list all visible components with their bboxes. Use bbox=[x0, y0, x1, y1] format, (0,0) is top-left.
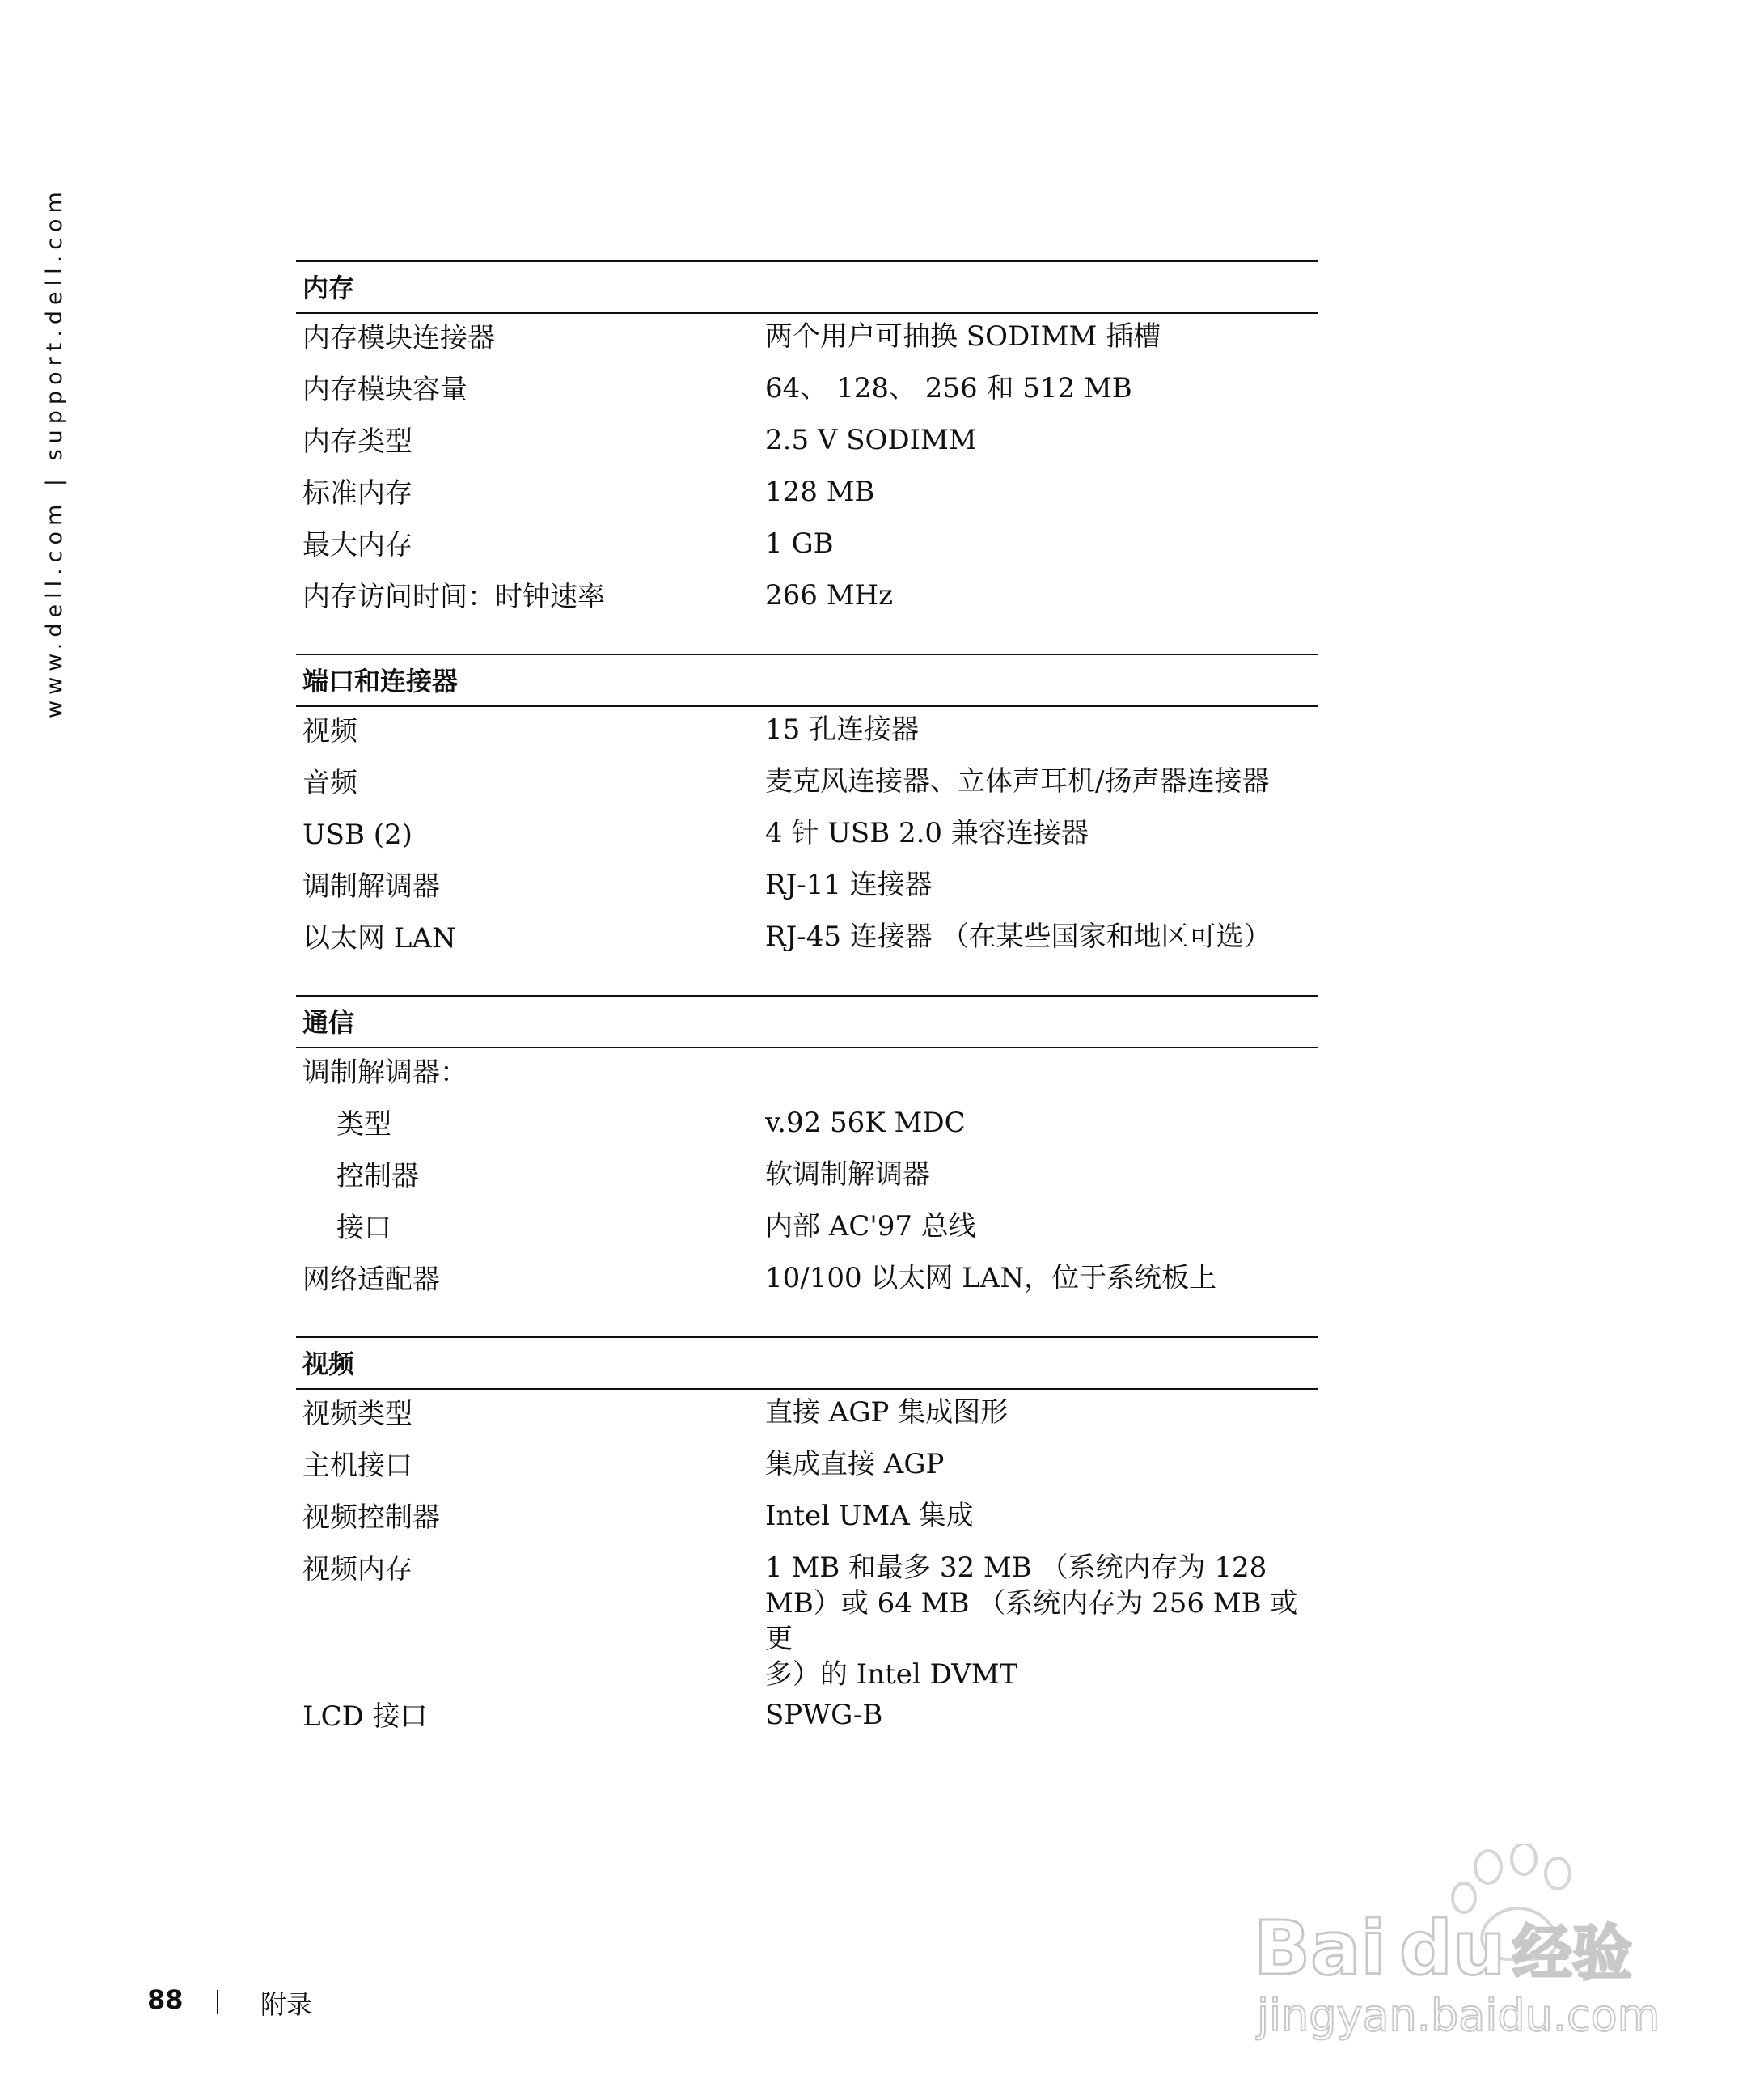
spec-row bbox=[296, 1442, 1318, 1493]
spec-value: 4 针 USB 2.0 兼容连接器 bbox=[765, 817, 1089, 849]
spec-label: 标准内存 bbox=[302, 477, 412, 510]
svg-text:经验: 经验 bbox=[1512, 1919, 1632, 1988]
spec-value: 软调制解调器 bbox=[765, 1158, 930, 1191]
spec-row bbox=[296, 469, 1318, 521]
spec-value: 集成直接 AGP bbox=[765, 1448, 945, 1480]
spec-value: 内部 AC'97 总线 bbox=[765, 1210, 976, 1243]
spec-value: RJ-11 连接器 bbox=[765, 869, 933, 901]
spec-row bbox=[296, 366, 1318, 417]
spec-row bbox=[296, 1692, 1318, 1744]
section-heading: 视频 bbox=[296, 1336, 1318, 1390]
spec-label: 视频控制器 bbox=[302, 1501, 440, 1534]
spec-row bbox=[296, 417, 1318, 469]
spec-label: 调制解调器： bbox=[302, 1056, 467, 1089]
spec-label: 内存模块连接器 bbox=[302, 322, 495, 354]
spec-row bbox=[296, 314, 1318, 366]
spec-row bbox=[296, 521, 1318, 573]
spec-value: v.92 56K MDC bbox=[765, 1107, 966, 1139]
spec-label: 视频类型 bbox=[302, 1398, 412, 1430]
page-number: 88 bbox=[147, 1984, 184, 2015]
spec-row bbox=[296, 1390, 1318, 1442]
spec-label: 主机接口 bbox=[302, 1450, 412, 1482]
spec-label: 类型 bbox=[336, 1108, 391, 1141]
side-url: www.dell.com | support.dell.com bbox=[42, 186, 67, 718]
spec-row bbox=[296, 1545, 1318, 1692]
spec-row bbox=[296, 862, 1318, 914]
spec-value: 15 孔连接器 bbox=[765, 713, 920, 746]
spec-row bbox=[296, 1100, 1318, 1152]
spec-section bbox=[296, 260, 1318, 624]
spec-value: Intel UMA 集成 bbox=[765, 1500, 974, 1532]
footer-divider bbox=[217, 1990, 218, 2014]
spec-value: 1 GB bbox=[765, 527, 834, 560]
spec-label: 接口 bbox=[336, 1212, 391, 1244]
section-heading: 通信 bbox=[296, 995, 1318, 1048]
section-heading: 内存 bbox=[296, 260, 1318, 314]
spec-value: 直接 AGP 集成图形 bbox=[765, 1396, 1009, 1429]
spec-value: 266 MHz bbox=[765, 579, 894, 612]
spec-section bbox=[296, 995, 1318, 1307]
spec-section bbox=[296, 1336, 1318, 1744]
svg-text:jingyan.baidu.com: jingyan.baidu.com bbox=[1257, 1990, 1660, 2041]
spec-value: 两个用户可抽换 SODIMM 插槽 bbox=[765, 320, 1161, 353]
spec-row bbox=[296, 1255, 1318, 1307]
spec-label: 以太网 LAN bbox=[302, 922, 456, 955]
baidu-jingyan-watermark-logo bbox=[1246, 1844, 1666, 2055]
spec-value: RJ-45 连接器 （在某些国家和地区可选） bbox=[765, 921, 1271, 953]
spec-row bbox=[296, 759, 1318, 811]
spec-row bbox=[296, 573, 1318, 624]
spec-label: USB (2) bbox=[302, 819, 412, 851]
spec-row bbox=[296, 1493, 1318, 1545]
spec-value: 麦克风连接器、立体声耳机/扬声器连接器 bbox=[765, 765, 1270, 798]
footer-section-title: 附录 bbox=[260, 1989, 313, 2020]
spec-row bbox=[296, 811, 1318, 862]
spec-label: 内存模块容量 bbox=[302, 374, 467, 406]
spec-label: 视频内存 bbox=[302, 1553, 412, 1586]
spec-table bbox=[296, 260, 1318, 1773]
spec-label: 视频 bbox=[302, 715, 357, 747]
svg-text:Bai: Bai bbox=[1254, 1905, 1386, 1992]
svg-text:du: du bbox=[1399, 1905, 1506, 1992]
spec-row bbox=[296, 707, 1318, 759]
spec-label: 调制解调器 bbox=[302, 870, 440, 903]
spec-value: 2.5 V SODIMM bbox=[765, 424, 977, 456]
spec-value bbox=[765, 1048, 1318, 1053]
spec-row bbox=[296, 1048, 1318, 1100]
spec-label: 内存类型 bbox=[302, 426, 412, 458]
section-heading: 端口和连接器 bbox=[296, 654, 1318, 707]
spec-value: 128 MB bbox=[765, 476, 875, 508]
spec-value: 10/100 以太网 LAN，位于系统板上 bbox=[765, 1262, 1217, 1294]
spec-label: 网络适配器 bbox=[302, 1264, 440, 1296]
spec-value: 64、 128、 256 和 512 MB bbox=[765, 372, 1132, 404]
spec-section bbox=[296, 654, 1318, 966]
spec-value: SPWG-B bbox=[765, 1699, 883, 1731]
spec-row bbox=[296, 1204, 1318, 1255]
spec-value: 1 MB 和最多 32 MB （系统内存为 128 MB）或 64 MB （系统内存为 256 MB 或更 多）的 Intel DVMT bbox=[765, 1552, 1298, 1691]
spec-label: 音频 bbox=[302, 767, 357, 799]
spec-label: 最大内存 bbox=[302, 529, 412, 561]
spec-row bbox=[296, 914, 1318, 966]
spec-label: 内存访问时间：时钟速率 bbox=[302, 581, 605, 613]
spec-row bbox=[296, 1152, 1318, 1204]
spec-label: LCD 接口 bbox=[302, 1700, 428, 1733]
spec-label: 控制器 bbox=[336, 1160, 419, 1192]
